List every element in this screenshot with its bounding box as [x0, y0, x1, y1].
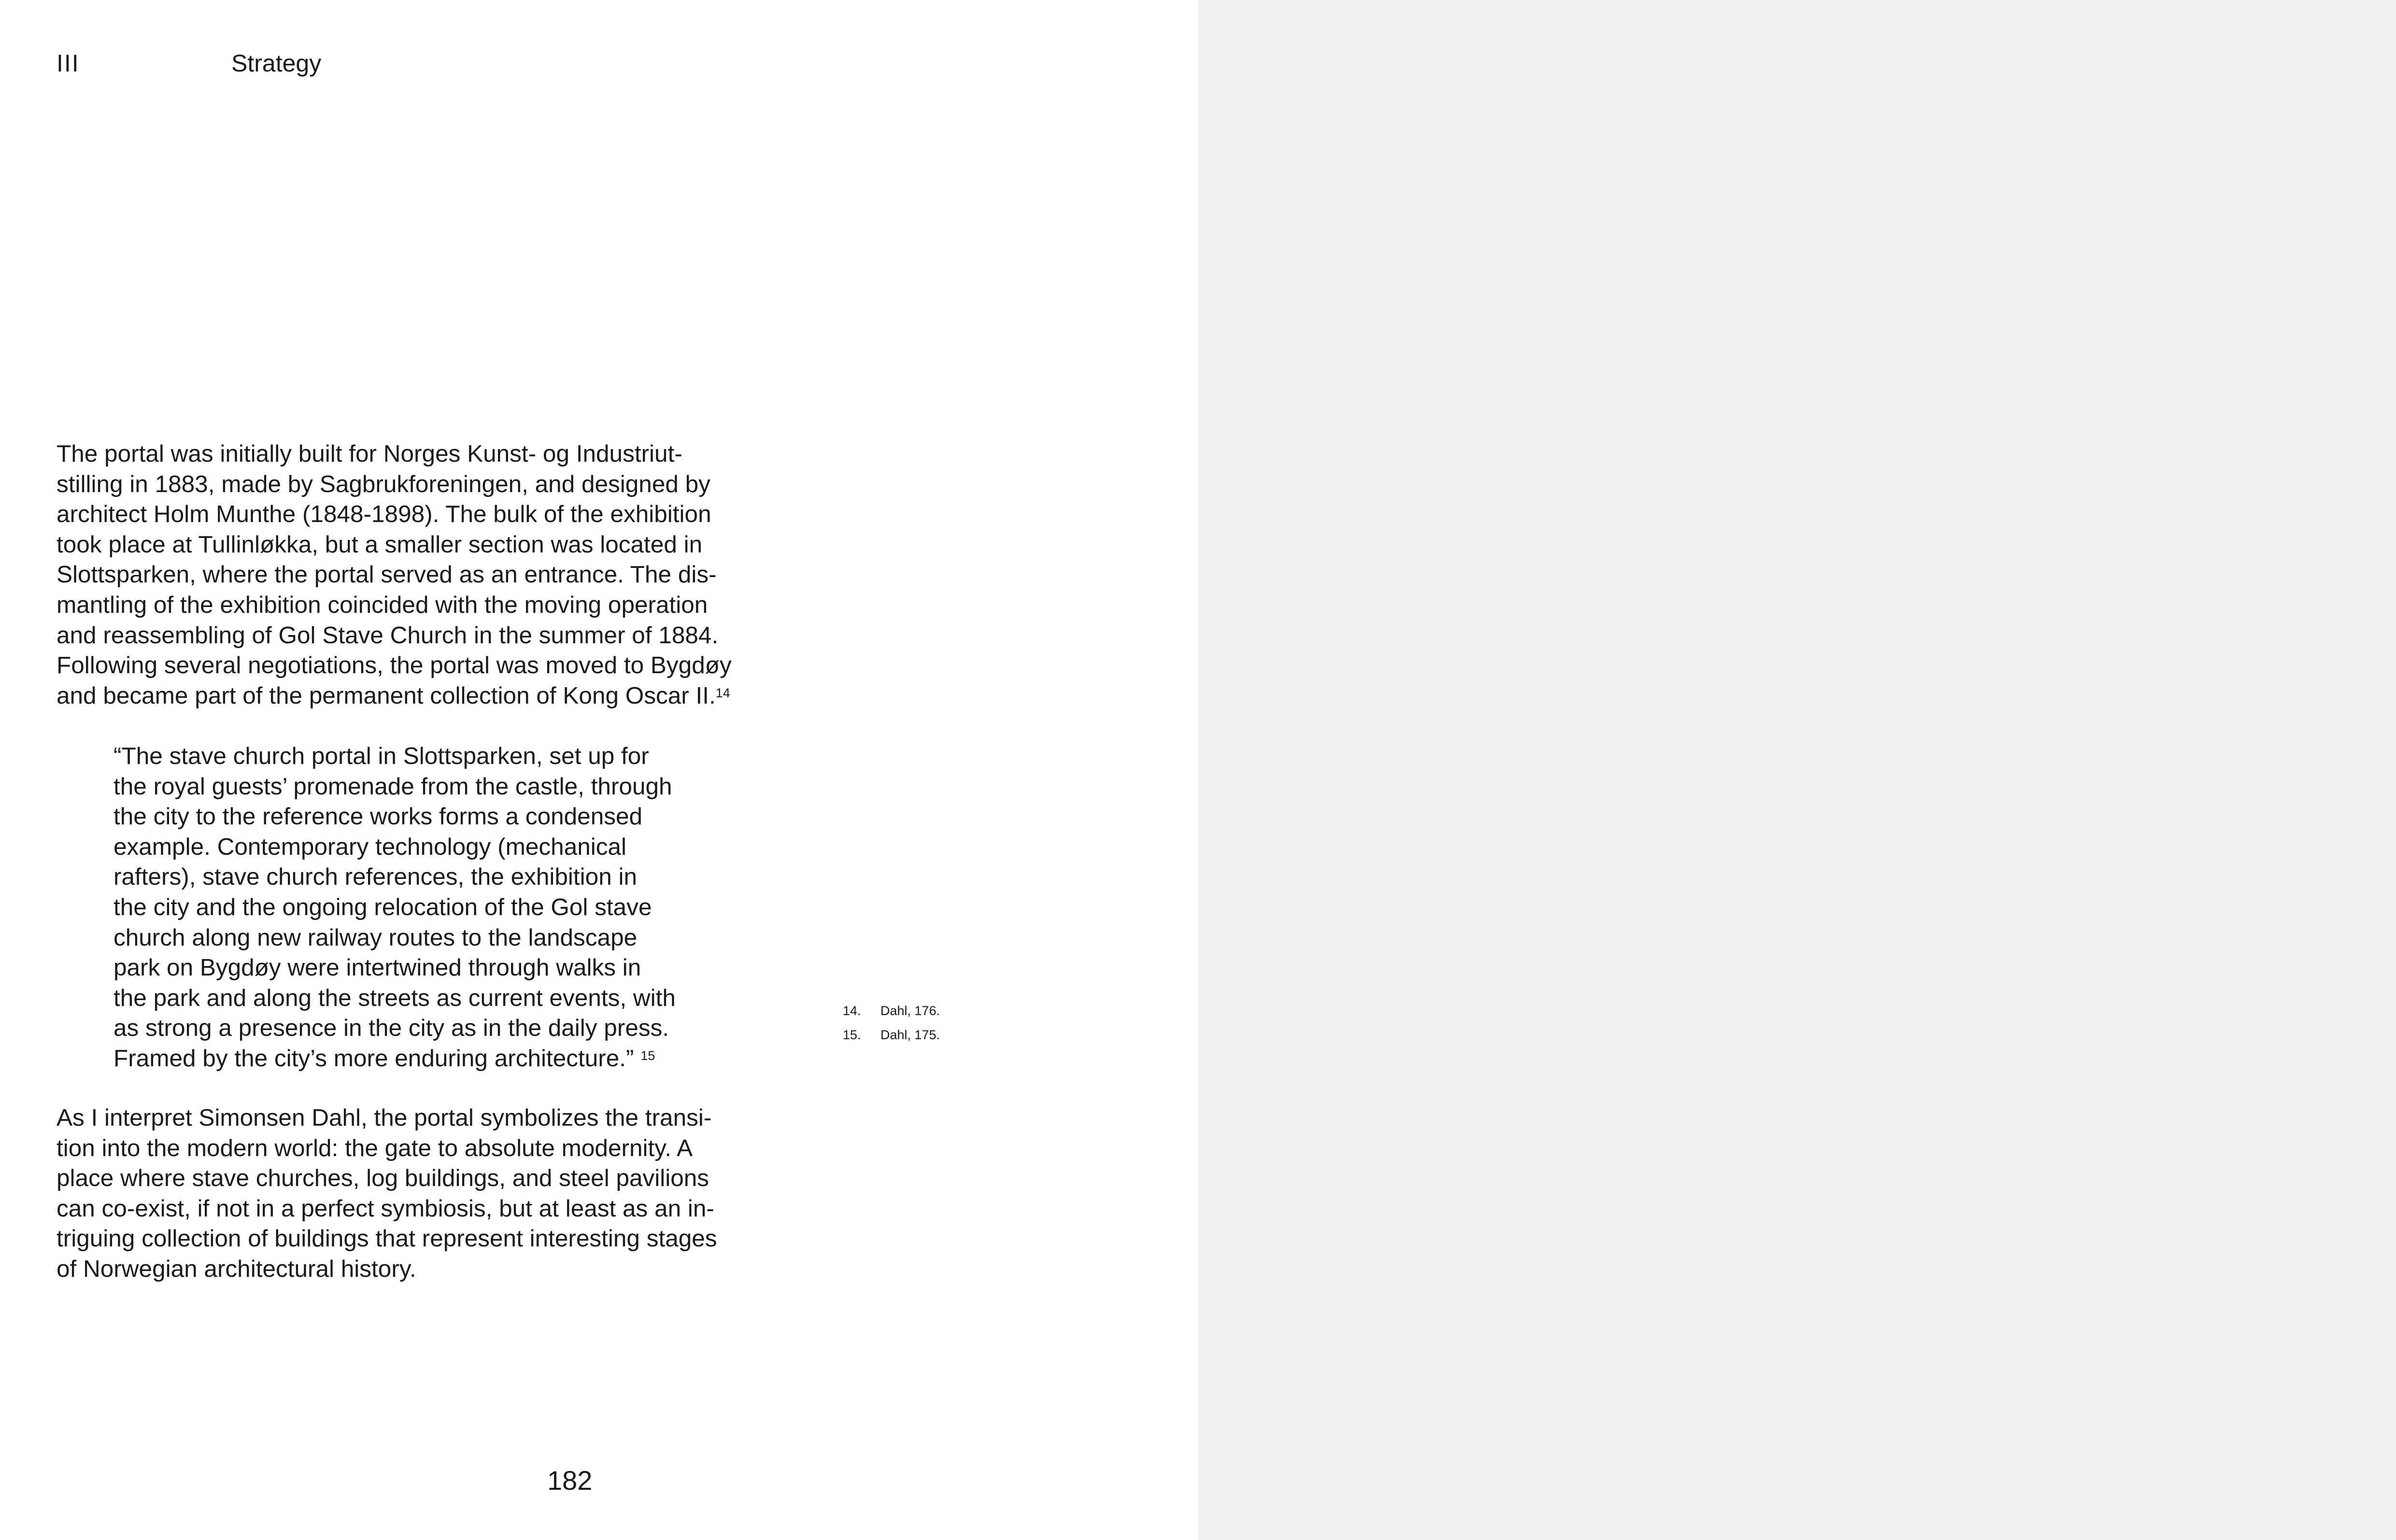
text-line: place where stave churches, log buildings, and steel pavilions — [57, 1165, 709, 1192]
text-line: tion into the modern world: the gate to absolute modernity. A — [57, 1134, 693, 1161]
quote-line: the city and the ongoing relocation of the Gol stave — [113, 893, 652, 920]
footnotes — [843, 999, 940, 1047]
text-line: mantling of the exhibition coincided with the moving operation — [57, 591, 708, 618]
chapter-number: III — [57, 50, 80, 77]
text-line: can co-exist, if not in a perfect symbiosis, but at least as an in- — [57, 1195, 714, 1222]
quote-line: the royal guests’ promenade from the castle, through — [113, 773, 672, 800]
text-line: As I interpret Simonsen Dahl, the portal symbolizes the transi- — [57, 1104, 712, 1131]
quote-line: rafters), stave church references, the exhibition in — [113, 863, 638, 890]
body-paragraph-1 — [57, 439, 752, 711]
quote-line: “The stave church portal in Slottsparken, set up for — [113, 743, 649, 769]
quote-line: church along new railway routes to the landscape — [113, 924, 638, 951]
chapter-title: Strategy — [231, 50, 322, 77]
right-page — [1198, 0, 2396, 1540]
footnote-number: 14. — [843, 1003, 861, 1018]
footnote-15 — [843, 1023, 940, 1047]
footnote-text: Dahl, 175. — [880, 1028, 940, 1042]
text-line: of Norwegian architectural history. — [57, 1255, 416, 1282]
footnote-14 — [843, 999, 940, 1023]
footnote-reference-14[interactable]: 14 — [715, 685, 730, 700]
body-paragraph-2 — [57, 1103, 752, 1285]
text-line: architect Holm Munthe (1848-1898). The bulk of the exhibition — [57, 501, 711, 528]
footnote-number: 15. — [843, 1028, 861, 1042]
text-line — [57, 681, 752, 711]
text-line: stilling in 1883, made by Sagbrukforeningen, and designed by — [57, 470, 710, 497]
quote-line: park on Bygdøy were intertwined through walks in — [113, 954, 641, 981]
page-number: 182 — [547, 1465, 593, 1496]
line-text: and became part of the permanent collection of Kong Oscar II. — [57, 682, 716, 709]
quote-line — [113, 1044, 708, 1074]
text-line: The portal was initially built for Norges Kunst- og Industriut- — [57, 440, 682, 467]
footnote-reference-15[interactable]: 15 — [640, 1048, 655, 1063]
text-line: and reassembling of Gol Stave Church in the summer of 1884. — [57, 622, 719, 649]
quote-line: the park and along the streets as current events, with — [113, 984, 676, 1011]
text-line: took place at Tullinløkka, but a smaller section was located in — [57, 531, 703, 558]
quote-line: as strong a presence in the city as in the daily press. — [113, 1015, 669, 1042]
text-line: Slottsparken, where the portal served as an entrance. The dis- — [57, 561, 717, 588]
block-quote — [113, 741, 708, 1074]
quote-line: example. Contemporary technology (mechanical — [113, 833, 627, 860]
line-text: Framed by the city’s more enduring architecture.” — [113, 1045, 634, 1072]
text-line: triguing collection of buildings that represent interesting stages — [57, 1225, 717, 1252]
text-line: Following several negotiations, the portal was moved to Bygdøy — [57, 652, 732, 679]
footnote-text: Dahl, 176. — [880, 1003, 940, 1018]
quote-line: the city to the reference works forms a condensed — [113, 803, 643, 830]
